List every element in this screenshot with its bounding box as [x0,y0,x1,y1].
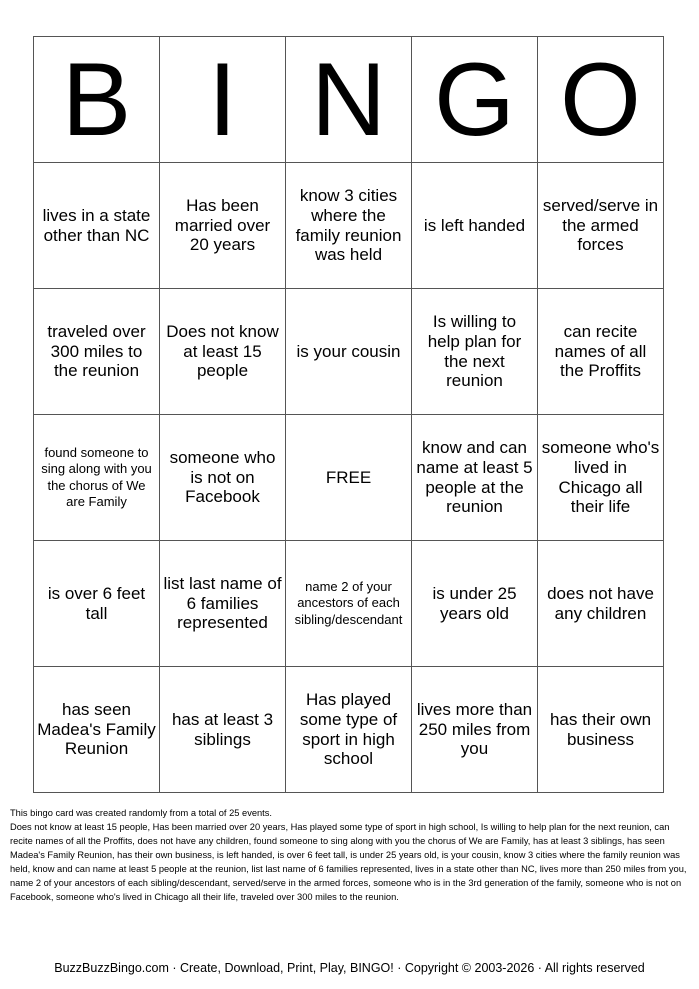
bingo-cell: Has been married over 20 years [160,163,286,289]
bingo-cell: Has played some type of sport in high school [286,667,412,793]
bingo-cell: can recite names of all the Proffits [538,289,664,415]
bingo-cell: has their own business [538,667,664,793]
note-event-list: Does not know at least 15 people, Has been married over 20 years, Has played some type of sport in high school, Is willing to help plan for the next reunion, can recite names of all the Proffits, does not have any children, found someone to sing along with you the chorus of We are Family, has at least 3 siblings, has seen Madea's Family Reunion, has their own business, is left handed, is over 6 feet tall, is under 25 years old, is your cousin, know 3 cities where the family reunion was held, know and can name at least 5 people at the reunion, list last name of 6 families represented, lives in a state other than NC, lives more than 250 miles from you, name 2 of your ancestors of each sibling/descendant, served/serve in the armed forces, someone who is in the 3rd generation of the family, someone who is not on Facebook, someone who's lived in Chicago all their life, traveled over 300 miles to the reunion. [10,822,687,902]
bingo-cell: name 2 of your ancestors of each sibling/descendant [286,541,412,667]
bingo-cell: is your cousin [286,289,412,415]
bingo-cell: know 3 cities where the family reunion was held [286,163,412,289]
bingo-cell: has seen Madea's Family Reunion [34,667,160,793]
bingo-cell: list last name of 6 families represented [160,541,286,667]
bingo-cell: is under 25 years old [412,541,538,667]
free-space-cell: FREE [286,415,412,541]
header-letter-o: O [538,37,664,163]
footer-copyright: BuzzBuzzBingo.com · Create, Download, Print, Play, BINGO! · Copyright © 2003-2026 · All rights reserved [54,961,645,975]
card-row [34,541,664,667]
bingo-cell: does not have any children [538,541,664,667]
header-letter-n: N [286,37,412,163]
bingo-cell: served/serve in the armed forces [538,163,664,289]
event-list-note [10,806,690,904]
bingo-cell: has at least 3 siblings [160,667,286,793]
bingo-cell: found someone to sing along with you the chorus of We are Family [34,415,160,541]
bingo-cell: know and can name at least 5 people at the reunion [412,415,538,541]
card-row [34,289,664,415]
bingo-card [33,36,664,793]
bingo-cell: is left handed [412,163,538,289]
bingo-cell: traveled over 300 miles to the reunion [34,289,160,415]
bingo-cell: Does not know at least 15 people [160,289,286,415]
header-row [34,37,664,163]
bingo-cell: lives more than 250 miles from you [412,667,538,793]
card-row [34,415,664,541]
bingo-cell: someone who's lived in Chicago all their life [538,415,664,541]
header-letter-g: G [412,37,538,163]
note-intro: This bingo card was created randomly from a total of 25 events. [10,808,272,818]
bingo-cell: Is willing to help plan for the next reunion [412,289,538,415]
header-letter-i: I [160,37,286,163]
header-letter-b: B [34,37,160,163]
card-row [34,667,664,793]
bingo-cell: is over 6 feet tall [34,541,160,667]
card-row [34,163,664,289]
bingo-cell: someone who is not on Facebook [160,415,286,541]
bingo-cell: lives in a state other than NC [34,163,160,289]
